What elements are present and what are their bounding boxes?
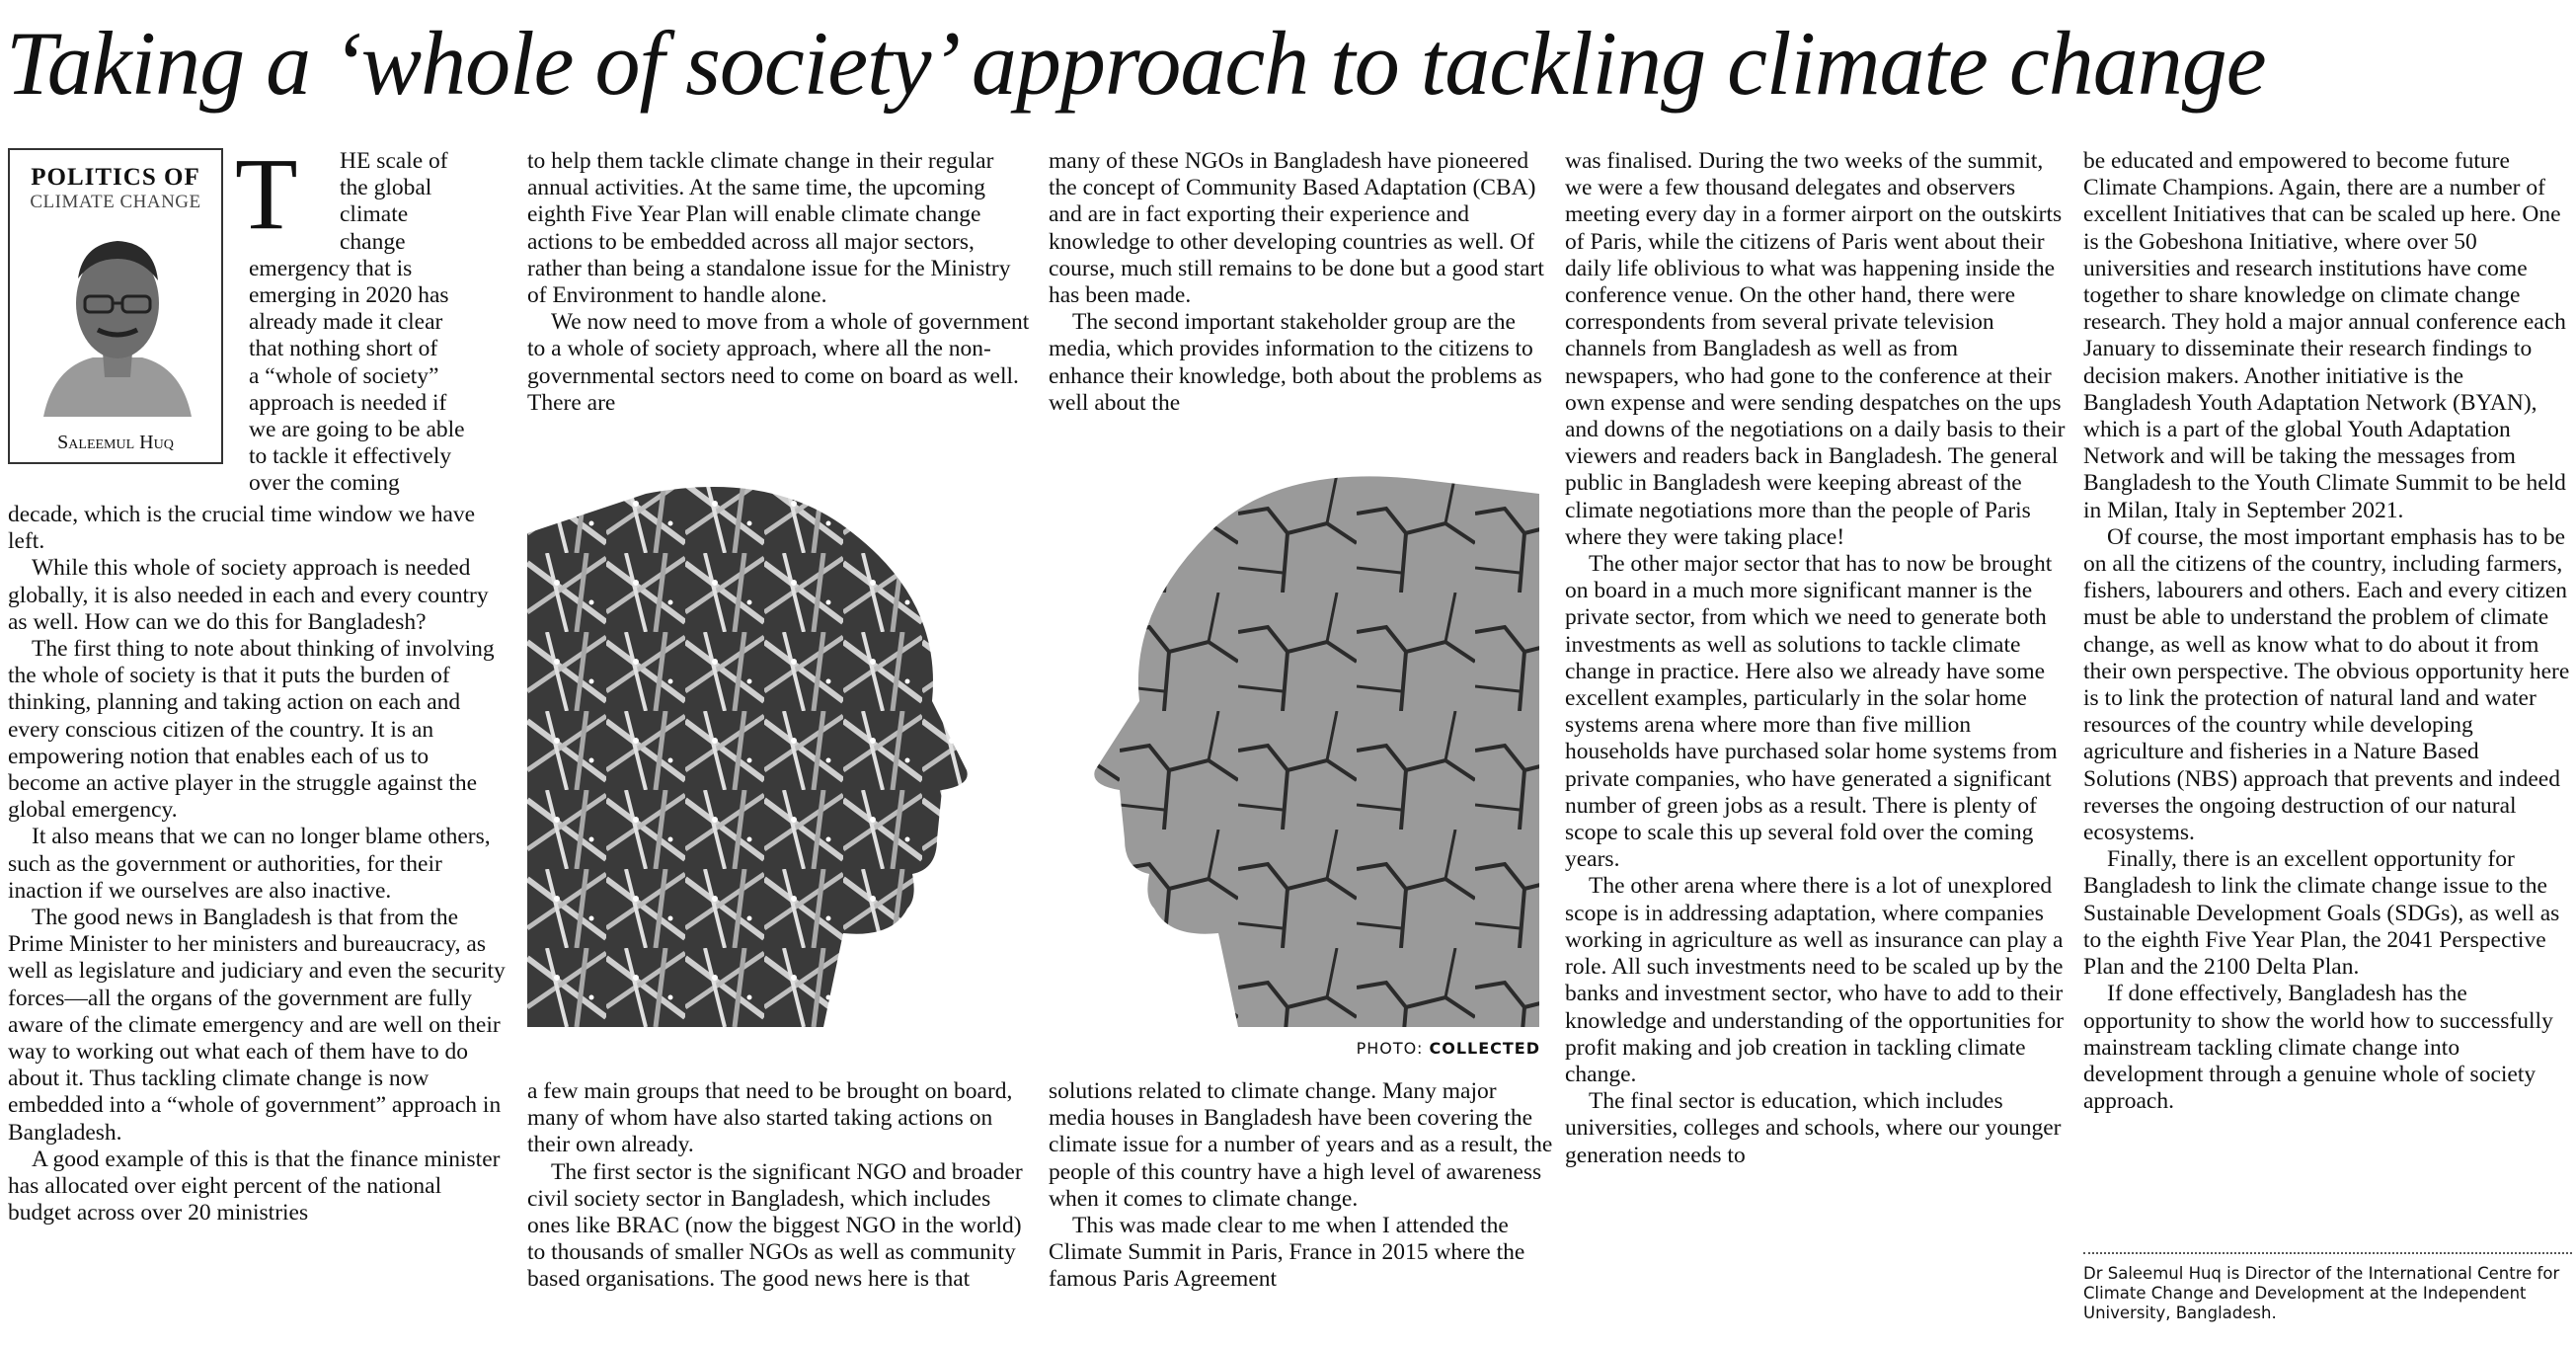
column-title: POLITICS OF [31, 164, 200, 191]
drop-cap: T [235, 137, 298, 251]
paragraph: This was made clear to me when I attended the Climate Summit in Paris, France in 2015 where the famous Paris Agreement [1049, 1213, 1525, 1293]
left-head-silhouette [527, 487, 968, 1027]
paragraph: many of these NGOs in Bangladesh have pioneered the concept of Community Based Adaptation (CBA) and are in fact exporting their experience and knowledge to other developing countries as well. Of course, much still remains to be done but a good start has been made. [1049, 148, 1544, 309]
paragraph: The other arena where there is a lot of unexplored scope is in addressing adaptation, where companies working in agriculture as well as insurance can play a role. All such investments need to be scaled up by the banks and investment sector, who have to add to their knowledge and understanding of the opportunities for profit making and job creation in tackling climate change. [1565, 873, 2065, 1087]
paragraph: was finalised. During the two weeks of the summit, we were a few thousand delegates and observers meeting every day in a former airport on the outskirts of Paris, while the citizens of Paris went about their daily life oblivious to what was happening inside the conference venue. On the other hand, there were correspondents from several private television channels from Bangladesh as well as from newspapers, who had gone to the conference at their own expense and were sending despatches on the ups and downs of the negotiations on a daily basis to their viewers and readers back in Bangladesh. The general public in Bangladesh were keeping abreast of the climate negotiations more than the people of Paris where they were taking place! [1565, 148, 2066, 550]
paragraph: The other major sector that has to now be brought on board in a much more significant manner is the private sector, from which we need to generate both investments as well as solutions to tackle climate change in practice. Here also we already have some excellent examples, particularly in the solar home systems arena where more than five million households have purchased solar home systems from private companies, who have generated a significant number of green jobs as a result. There is plenty of scope to scale this up several fold over the coming years. [1565, 551, 2058, 873]
paragraph: The good news in Bangladesh is that from the Prime Minister to her ministers and bureaucracy, as well as legislature and judiciary and even the security forces—all the organs of the government are fully aware of the climate emergency and are well on their way to working out what each of them have to do about it. Thus tackling climate change is now embedded into a “whole of government” approach in Bangladesh. [8, 905, 506, 1146]
intro-line: climate [340, 201, 409, 228]
intro-line: emergency that is [249, 255, 413, 281]
paragraph: solutions related to climate change. Many major media houses in Bangladesh have been covering the climate issue for a number of years and as a result, the people of this country have a high level of awareness when it comes to climate change. [1049, 1078, 1553, 1212]
article-column-3-top [1049, 148, 1554, 417]
intro-line: a “whole of society” [249, 362, 439, 389]
author-portrait [34, 219, 201, 417]
intro-line: to tackle it effectively [249, 443, 452, 470]
paragraph: decade, which is the crucial time window we have left. [8, 502, 476, 555]
intro-line: we are going to be able [249, 417, 465, 443]
paragraph: Finally, there is an excellent opportunity for Bangladesh to link the climate change issue to the Sustainable Development Goals (SDGs), as well as to the eighth Five Year Plan, the 2041 Perspective Plan and the 2100 Delta Plan. [2083, 846, 2560, 981]
paragraph: be educated and empowered to become future Climate Champions. Again, there are a number of excellent Initiatives that can be scaled up here. One is the Gobeshona Initiative, where over 50 universities and research institutions have come together to share knowledge on climate change research. They hold a major annual conference each January to disseminate their research findings to decision makers. Another initiative is the Bangladesh Youth Adaptation Network (BYAN), which is a part of the global Youth Adaptation Network and will be taking the messages from Bangladesh to the Youth Climate Summit to be held in Milan, Italy in September 2021. [2083, 148, 2566, 523]
article-column-2-bottom [527, 1078, 1033, 1294]
intro-line: HE scale of [340, 148, 448, 174]
intro-line: emerging in 2020 has [249, 282, 449, 309]
bio-divider [2083, 1252, 2572, 1254]
paragraph: The final sector is education, which includes universities, colleges and schools, where our younger generation needs to [1565, 1088, 2062, 1168]
intro-line: already made it clear [249, 309, 443, 336]
paragraph: A good example of this is that the finance minister has allocated over eight percent of the national budget across over 20 ministries [8, 1146, 501, 1226]
intro-line: the global [340, 175, 432, 201]
photo-credit-label: PHOTO: [1356, 1039, 1424, 1058]
intro-text [235, 137, 507, 498]
paragraph: a few main groups that need to be brought on board, many of whom have also started taking actions on their own already. [527, 1078, 1013, 1158]
article-column-3-bottom [1049, 1078, 1554, 1294]
article-column-5 [2083, 148, 2572, 1115]
paragraph: to help them tackle climate change in their regular annual activities. At the same time, the upcoming eighth Five Year Plan will enable climate change actions to be embedded across all major sectors, rather than being a standalone issue for the Ministry of Environment to handle alone. [527, 148, 1011, 309]
paragraph: The second important stakeholder group are the media, which provides information to the citizens to enhance their knowledge, both about the problems as well about the [1049, 309, 1542, 416]
author-bio: Dr Saleemul Huq is Director of the International Centre for Climate Change and Development at the Independent University, Bangladesh. [2083, 1264, 2560, 1322]
paragraph: The first sector is the significant NGO and broader civil society sector in Bangladesh, which includes ones like BRAC (now the biggest NGO in the world) to thousands of smaller NGOs as well as community based organisations. The good news here is that [527, 1158, 1023, 1293]
paragraph: The first thing to note about thinking of involving the whole of society is that it puts the burden of thinking, planning and taking action on each and every conscious citizen of the country. It is an empowering notion that enables each of us to become an active player in the struggle against the global emergency. [8, 636, 495, 824]
photo-credit-source: COLLECTED [1429, 1039, 1540, 1058]
paragraph: Of course, the most important emphasis has to be on all the citizens of the country, including farmers, fishers, labourers and others. Each and every citizen must be able to understand the problem of climate change, as well as know what to do about it from their own perspective. The obvious opportunity here is to link the protection of natural land and water resources of the country while developing agriculture and fisheries in a Nature Based Solutions (NBS) approach that prevents and indeed reverses the ongoing destruction of our natural ecosystems. [2083, 523, 2570, 846]
article-column-2-top [527, 148, 1033, 417]
paragraph: While this whole of society approach is needed globally, it is also needed in each and every country as well. How can we do this for Bangladesh? [8, 555, 489, 635]
article-column-1 [8, 502, 507, 1226]
intro-line: approach is needed if [249, 389, 447, 416]
paragraph: We now need to move from a whole of government to a whole of society approach, where all the non-governmental sectors need to come on board as well. There are [527, 309, 1030, 416]
paragraph: It also means that we can no longer blame others, such as the government or authorities, for their inaction if we ourselves are also inactive. [8, 824, 491, 904]
headline: Taking a ‘whole of society’ approach to tackling climate change [6, 13, 2266, 114]
paragraph: If done effectively, Bangladesh has the opportunity to show the world how to successfully mainstream tackling climate change into development through a genuine whole of society approach. [2083, 981, 2553, 1115]
article-illustration [527, 474, 1539, 1027]
right-head-silhouette [1094, 476, 1539, 1027]
article-column-4 [1565, 148, 2070, 1169]
intro-line: change [340, 228, 406, 255]
column-badge [8, 148, 223, 464]
intro-line: that nothing short of [249, 336, 438, 362]
author-name: Saleemul Huq [57, 432, 174, 453]
photo-credit [1353, 1039, 1540, 1058]
column-subtitle: CLIMATE CHANGE [30, 192, 201, 212]
intro-line: over the coming [249, 470, 400, 497]
